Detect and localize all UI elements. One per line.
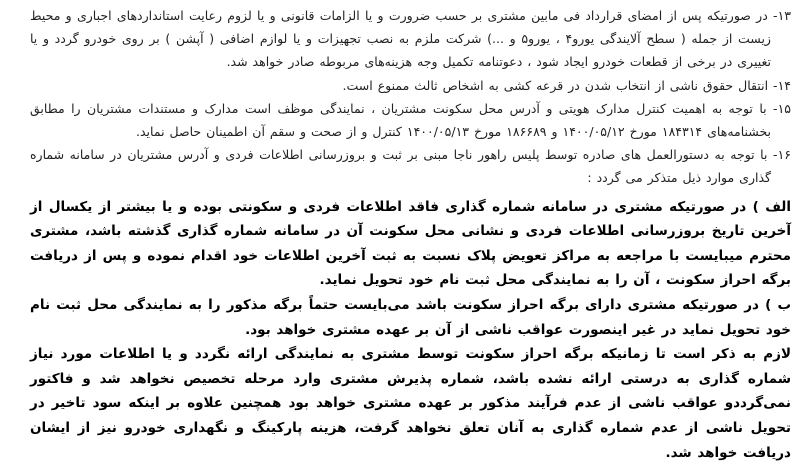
note-paragraph (30, 342, 791, 465)
subclause-be-label: ب ) (765, 297, 792, 313)
numbered-clause-list (30, 4, 791, 190)
clause-13 (30, 4, 791, 74)
clause-16-text: با توجه به دستورالعمل های صادره توسط پلیس راهور ناجا مبنی بر ثبت و بروزرسانی اطلاعات فردی و آدرس مشتریان در سامانه شماره گذاری موارد ذیل متذکر می گردد : (30, 147, 771, 186)
subclause-be (30, 293, 791, 342)
clause-16 (30, 143, 791, 189)
subclause-be-text: در صورتیکه مشتری دارای برگه احراز سکونت باشد می‌بایست حتماً برگه مذکور را به نمایندگی محل ثبت نام خود تحویل نماید در غیر اینصورت عواقب ناشی از آن بر عهده مشتری خواهد بود. (30, 297, 791, 338)
clause-16-number: ۱۶- (773, 147, 791, 163)
clause-14 (30, 74, 791, 97)
note-text: لازم به ذکر است تا زمانیکه برگه احراز سکونت توسط مشتری به نمایندگی ارائه نگردد و یا اطلاعات مورد نیاز شماره گذاری به درستی ارائه نشده باشد، شماره پذیرش مشتری وارد مرحله تخصیص نخواهد شد و فاکتور نمی‌گرددو عواقب ناشی از عدم فرآیند مذکور بر عهده مشتری خواهد بود همچنین علاوه بر اینکه سود تاخیر در تحویل ناشی از عدم شماره گذاری به آنان تعلق نخواهد گرفت، هزینه پارکینگ و نگهداری خودرو نیز از ایشان دریافت خواهد شد. (30, 346, 791, 461)
clause-15-number: ۱۵- (773, 100, 791, 116)
clause-14-number: ۱۴- (773, 77, 791, 93)
clause-15 (30, 97, 791, 143)
clause-13-text: در صورتیکه پس از امضای قرارداد فی مابین مشتری بر حسب ضرورت و یا الزامات قانونی و یا لزوم رعایت استانداردهای اجباری و محیط زیست از جمله ( سطح آلایندگی یورو۴ ، یورو۵ و ...) شرکت ملزم به نصب تجهیزات و یا لوازم اضافی ( آپشن ) بر روی خودرو گردد و یا تغییری در برخی از قطعات خودرو ایجاد شود ، دعوتنامه تکمیل وجه هزینه‌های مربوطه صادر خواهد شد. (30, 8, 771, 70)
subclause-alef (30, 195, 791, 293)
clause-14-text: انتقال حقوق ناشی از انتخاب شدن در قرعه کشی به اشخاص ثالث ممنوع است. (342, 77, 769, 93)
subclause-alef-text: در صورتیکه مشتری در سامانه شماره گذاری فاقد اطلاعات فردی و سکونتی بوده و یا بیشتر از یکسال از آخرین تاریخ بروزرسانی اطلاعات فردی و نشانی محل سکونت آن در سامانه شماره گذاری گذشته باشد، مشتری محترم میبایست با مراجعه به مراکز تعویض پلاک نسبت به ثبت آخرین اطلاعات خود اقدام نموده و پس از دریافت برگه احراز سکونت ، آن را به نمایندگی محل ثبت نام خود تحویل نماید. (30, 198, 791, 289)
clause-15-text: با توجه به اهمیت کنترل مدارک هویتی و آدرس محل سکونت مشتریان ، نمایندگی موظف است مدارک و مستندات مشتریان را مطابق بخشنامه‌های ۱۸۴۳۱۴ مورخ ۱۴۰۰/۰۵/۱۲ و ۱۸۶۶۸۹ مورخ ۱۴۰۰/۰۵/۱۳ کنترل و از صحت و سقم آن اطمینان حاصل نماید. (30, 100, 771, 140)
clause-13-number: ۱۳- (773, 8, 791, 23)
subclause-alef-label: الف ) (752, 198, 791, 215)
subclause-section (30, 195, 791, 465)
